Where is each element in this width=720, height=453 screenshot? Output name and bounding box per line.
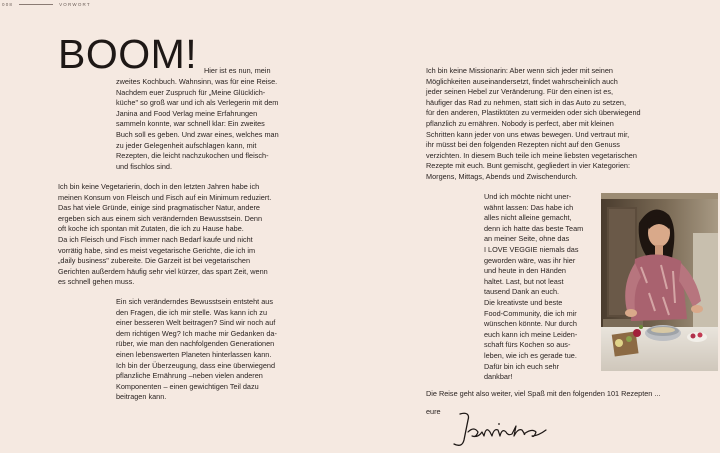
signoff: eure <box>426 407 441 416</box>
section-title: VORWORT <box>59 2 91 7</box>
paragraph-consciousness: Ein sich veränderndes Bewusstsein entsteht aus den Fragen, die ich mir stelle. Was kann ich zu einer besseren Welt beitragen? Sind wir noch auf dem richtigen Weg? Ich mache mir Gedanken da- rüber, wie man den nachfolgenden Generationen einen lebenswerten Planeten hinterlassen kann. Ich bin der Überzeugung, dass eine überwiegend pflanzliche Ernährung –neben vielen anderen Komponenten – einen gewichtigen Teil dazu beitragen kann. <box>116 297 277 402</box>
header-rule <box>19 4 53 5</box>
author-photo <box>601 193 718 371</box>
paragraph-vegetarian: Ich bin keine Vegetarierin, doch in den letzten Jahren habe ich meinen Konsum von Fleisch und Fisch auf ein Minimum reduziert. Das hat viele Gründe, einige sind pragmatischer Natur, andere ergeben sich aus einem sich verändernden Bewusstsein. Denn oft koche ich spontan mit Zutaten, die ich zu Hause habe. Da ich Fleisch und Fisch immer nach Bedarf kaufe und nicht vorrätig habe, sind es meist vegetarische Gerichte, die ich im „daily business" zubereite. Die Garzeit ist bei vegetarischen Gerichten außerdem häufig sehr viel kürzer, das spart Zeit, wenn es schnell gehen muss. <box>58 182 272 287</box>
page-number: 008 <box>2 2 14 7</box>
signature <box>452 408 552 453</box>
paragraph-missionary: Ich bin keine Missionarin: Aber wenn sich jeder mit seinen Möglichkeiten auseinandersetzt, findet wahrscheinlich auch jeder seinen Hebel zur Veränderung. Für den einen ist es, häufiger das Rad zu nehmen, statt sich in das Auto zu setzen, für den anderen, Plastiktüten zu vermeiden oder sich überwiegend pflanzlich zu ernähren. Nobody is perfect, aber mit kleinen Schritten kann jeder von uns etwas bewegen. Und vertraut mir, ihr müsst bei den folgenden Rezepten nicht auf den Genuss verzichten. In diesem Buch teile ich meine liebsten vegetarischen Rezepte mit euch. Bunt gemischt, gegliedert in vier Kategorien: Morgens, Mittags, Abends und Zwischendurch. <box>426 66 641 181</box>
paragraph-thanks: Und ich möchte nicht uner- wähnt lassen: Das habe ich alles nicht alleine gemacht, denn ich hatte das beste Team an meiner Seite, ohne das I LOVE VEGGIE niemals das geworden wäre, was ihr hier und heute in den Händen haltet. Last, but not least tausend Dank an euch. Die kreativste und beste Food-Community, die ich mir wünschen könnte. Nur durch euch kann ich meine Leiden- schaft fürs Kochen so aus- leben, wie ich es gerade tue. Dafür bin ich euch sehr dankbar! <box>484 192 584 382</box>
page-header <box>2 2 91 7</box>
intro-first-line: Hier ist es nun, mein <box>204 66 271 75</box>
closing-line: Die Reise geht also weiter, viel Spaß mit den folgenden 101 Rezepten ... <box>426 389 661 398</box>
intro-paragraph: zweites Kochbuch. Wahnsinn, was für eine Reise. Nachdem euer Zuspruch für „Meine Glücklich- küche" so groß war und ich als Verlegerin mit dem Janina and Food Verlag meine Erfahrungen sammeln konnte, war schnell klar: Ein zweites Buch soll es geben. Und zwar eines, welches man zu jeder Gelegenheit aufschlagen kann, mit Rezepten, die leicht nachzukochen und fleisch- und fischlos sind. <box>116 77 279 171</box>
boom-title: BOOM! <box>58 31 198 77</box>
